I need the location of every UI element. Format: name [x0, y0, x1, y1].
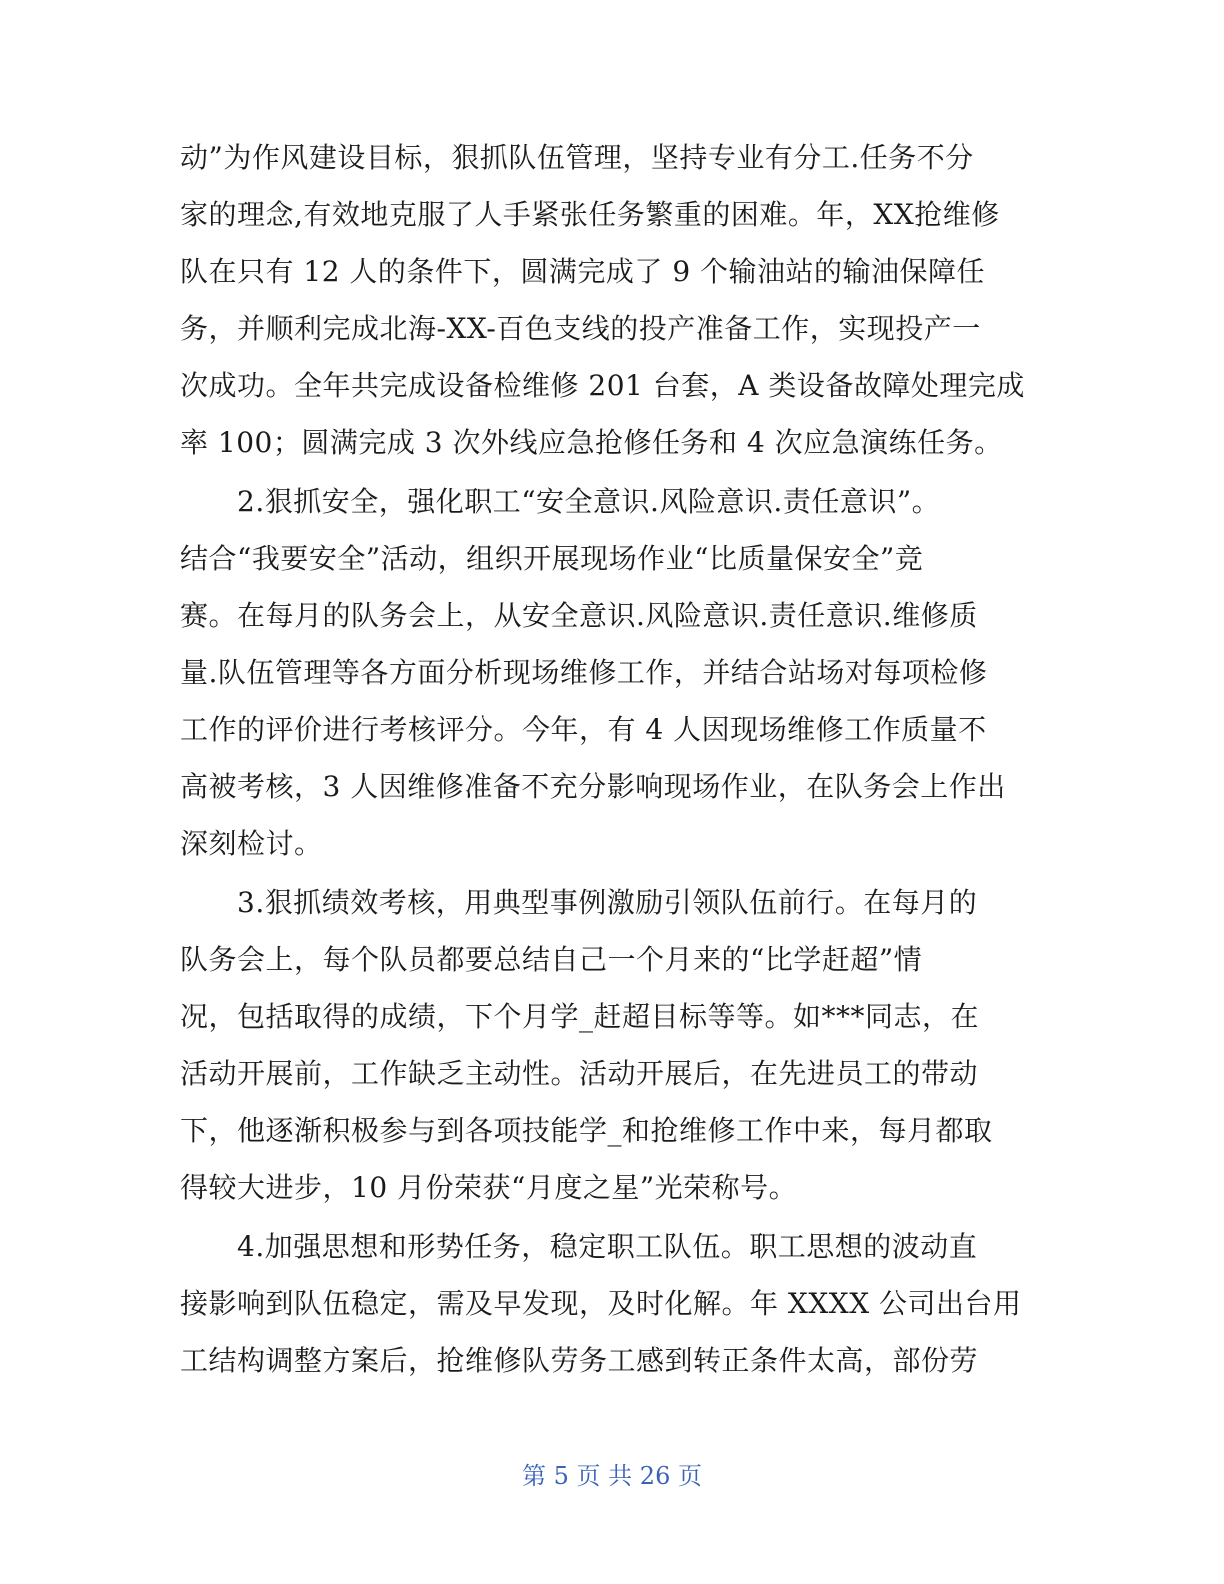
paragraph-heading: 2.狠抓安全，强化职工“安全意识.风险意识.责任意识”。 [237, 485, 941, 518]
text-line: 动”为作风建设目标，狠抓队伍管理，坚持专业有分工.任务不分 [180, 141, 974, 174]
text-line: 况，包括取得的成绩，下个月学_赶超目标等等。如***同志，在 [180, 1000, 980, 1033]
text-line: 赛。在每月的队务会上，从安全意识.风险意识.责任意识.维修质 [180, 599, 978, 632]
text-line: 下，他逐渐积极参与到各项技能学_和抢维修工作中来，每月都取 [180, 1114, 993, 1147]
text-line: 高被考核，3 人因维修准备不充分影响现场作业，在队务会上作出 [180, 770, 1006, 803]
text-line: 工结构调整方案后，抢维修队劳务工感到转正条件太高，部份劳 [180, 1344, 979, 1377]
text-line: 深刻检讨。 [180, 827, 323, 860]
text-line: 队务会上，每个队员都要总结自己一个月来的“比学赶超”情 [180, 943, 923, 976]
text-line: 量.队伍管理等各方面分析现场维修工作，并结合站场对每项检修 [180, 656, 988, 689]
text-line: 结合“我要安全”活动，组织开展现场作业“比质量保安全”竞 [180, 542, 924, 575]
page-number-footer: 第 5 页 共 26 页 [522, 1462, 702, 1490]
text-line: 务，并顺利完成北海-XX-百色支线的投产准备工作，实现投产一 [180, 312, 981, 345]
text-line: 得较大进步，10 月份荣获“月度之星”光荣称号。 [180, 1171, 798, 1204]
paragraph-heading: 4.加强思想和形势任务，稳定职工队伍。职工思想的波动直 [237, 1230, 978, 1263]
text-line: 次成功。全年共完成设备检维修 201 台套，A 类设备故障处理完成 [180, 369, 1025, 402]
text-line: 活动开展前，工作缺乏主动性。活动开展后，在先进员工的带动 [180, 1057, 979, 1090]
text-line: 家的理念,有效地克服了人手紧张任务繁重的困难。年，XX抢维修 [180, 198, 1000, 231]
text-line: 队在只有 12 人的条件下，圆满完成了 9 个输油站的输油保障任 [180, 255, 986, 288]
text-line: 接影响到队伍稳定，需及早发现，及时化解。年 XXXX 公司出台用 [180, 1287, 1022, 1320]
text-line: 率 100；圆满完成 3 次外线应急抢修任务和 4 次应急演练任务。 [180, 426, 1003, 459]
paragraph-heading: 3.狠抓绩效考核，用典型事例激励引领队伍前行。在每月的 [237, 886, 978, 919]
text-line: 工作的评价进行考核评分。今年，有 4 人因现场维修工作质量不 [180, 713, 987, 746]
